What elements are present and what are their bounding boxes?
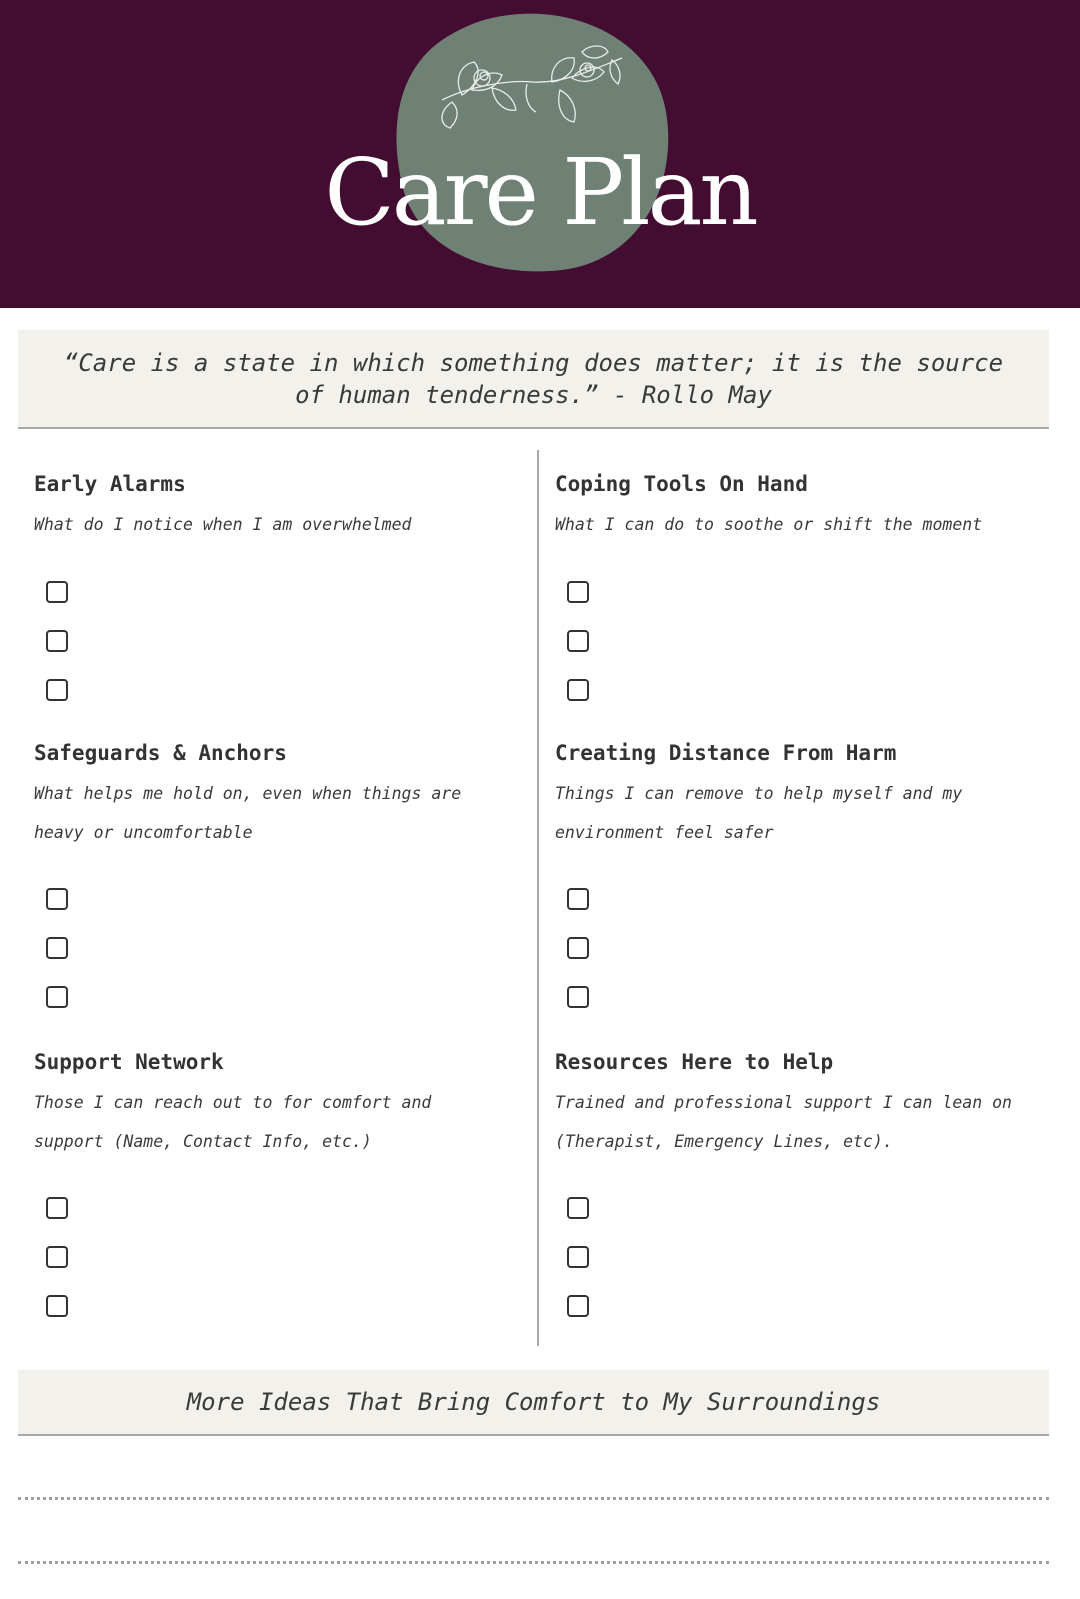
checkbox[interactable]: [567, 937, 589, 959]
section-early-alarms: [34, 471, 504, 544]
checkbox[interactable]: [46, 888, 68, 910]
section-subtitle: Those I can reach out to for comfort and support (Name, Contact Info, etc.): [34, 1093, 432, 1151]
more-ideas-box: [18, 1370, 1049, 1436]
header-banner: [0, 0, 1080, 308]
checkbox[interactable]: [567, 630, 589, 652]
section-title: Safeguards & Anchors: [34, 741, 287, 765]
section-subtitle: Things I can remove to help myself and my environment feel safer: [555, 784, 963, 842]
checkbox[interactable]: [46, 986, 68, 1008]
checkbox[interactable]: [46, 1246, 68, 1268]
checkbox[interactable]: [567, 679, 589, 701]
section-safeguards-anchors: [34, 740, 504, 852]
checkbox[interactable]: [46, 937, 68, 959]
quote-text: “Care is a state in which something does matter; it is the source of human tenderness.” - Rollo May: [63, 348, 1004, 409]
section-support-network: [34, 1049, 504, 1161]
section-coping-tools: [555, 471, 1025, 544]
floral-icon: [432, 40, 632, 135]
checkbox[interactable]: [46, 679, 68, 701]
section-creating-distance: [555, 740, 1025, 852]
section-subtitle: What helps me hold on, even when things are heavy or uncomfortable: [34, 784, 462, 842]
section-title: Early Alarms: [34, 472, 186, 496]
checkbox[interactable]: [567, 581, 589, 603]
section-title: Resources Here to Help: [555, 1050, 834, 1074]
section-title: Creating Distance From Harm: [555, 741, 897, 765]
section-title: Coping Tools On Hand: [555, 472, 808, 496]
writing-line[interactable]: [18, 1497, 1049, 1500]
more-ideas-title: More Ideas That Bring Comfort to My Surroundings: [186, 1388, 881, 1416]
quote-box: [18, 330, 1049, 429]
section-title: Support Network: [34, 1050, 224, 1074]
checkbox[interactable]: [46, 1197, 68, 1219]
section-resources: [555, 1049, 1025, 1161]
checkbox[interactable]: [46, 630, 68, 652]
checkbox[interactable]: [46, 581, 68, 603]
section-subtitle: Trained and professional support I can lean on (Therapist, Emergency Lines, etc).: [555, 1093, 1012, 1151]
section-subtitle: What I can do to soothe or shift the moment: [555, 515, 983, 534]
checkbox[interactable]: [567, 888, 589, 910]
checkbox[interactable]: [46, 1295, 68, 1317]
checkbox[interactable]: [567, 986, 589, 1008]
section-subtitle: What do I notice when I am overwhelmed: [34, 515, 412, 534]
page-title: Care Plan: [324, 139, 756, 246]
column-divider: [537, 450, 539, 1346]
checkbox[interactable]: [567, 1246, 589, 1268]
checkbox[interactable]: [567, 1295, 589, 1317]
checkbox[interactable]: [567, 1197, 589, 1219]
writing-line[interactable]: [18, 1561, 1049, 1564]
